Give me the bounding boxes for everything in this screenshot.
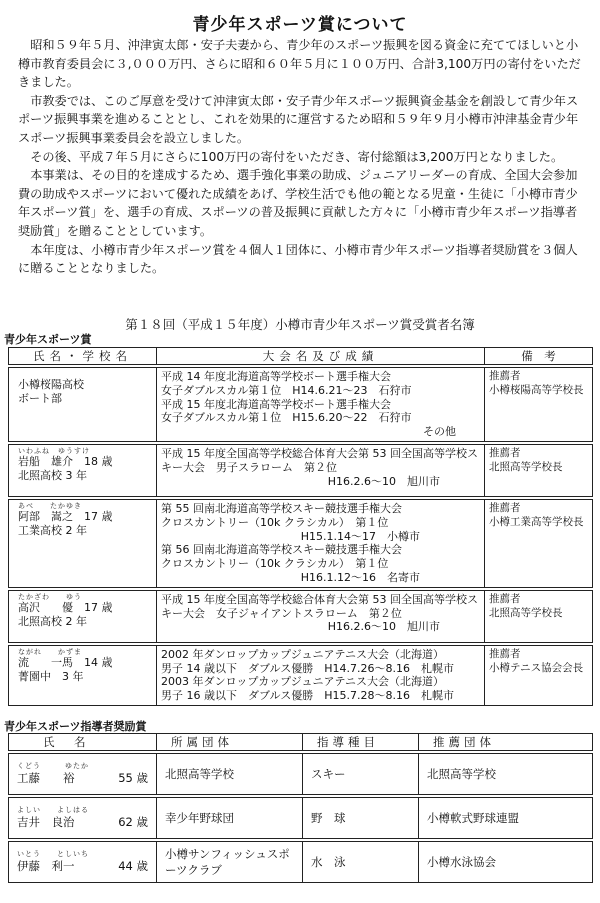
result-cell: [157, 444, 485, 496]
leader-table-header: [9, 734, 593, 751]
leader-section-label: 青少年スポーツ指導者奨励賞: [4, 720, 147, 733]
leader-name-cell: [9, 754, 157, 795]
remarks-recommender: 北照高等学校長: [489, 606, 563, 619]
header-remarks: 備 考: [485, 348, 593, 365]
name-ruby: あべ たかゆき: [18, 501, 82, 510]
result-line: 平成 15 年度北海道高等学校ボート選手権大会: [161, 397, 391, 411]
leader-discipline: スキー: [303, 754, 419, 795]
remarks-role: 推薦者: [489, 501, 521, 514]
result-line: クロスカントリー（10k クラシカル） 第１位: [161, 515, 389, 529]
result-line: H16.2.6〜10 旭川市: [327, 474, 440, 488]
result-line: H16.1.12〜16 名寄市: [300, 570, 420, 584]
name-ruby: たかざわ ゆう: [18, 592, 82, 601]
recipient-school: 北照高校 2 年: [18, 614, 87, 628]
result-cell: [157, 590, 485, 642]
leader-org: 小樽サンフィッシュスポーツクラブ: [157, 842, 303, 883]
table-row: [9, 645, 593, 705]
header-name: 氏 名: [9, 734, 157, 751]
header-name-school: 氏名・学校名: [9, 348, 157, 365]
result-line: 第 55 回南北海道高等学校スキー競技選手権大会: [161, 501, 402, 515]
recipient-name: 岩船 雄介 18 歳: [18, 454, 113, 468]
result-line: 平成 15 年度全国高等学校総合体育大会第 53 回全国高等学校スキー大会 女子ジャイアントスラローム 第２位: [161, 592, 478, 620]
recipient-school: 菁園中 3 年: [18, 669, 84, 683]
remarks-role: 推薦者: [489, 592, 521, 605]
leader-discipline: 水 泳: [303, 842, 419, 883]
result-line: H16.2.6〜10 旭川市: [327, 620, 440, 634]
recipient-cell: [9, 444, 157, 496]
award-section-label: 青少年スポーツ賞: [4, 333, 92, 346]
result-cell: [157, 499, 485, 587]
table-row: [9, 499, 593, 587]
recipient-school: 北照高校 3 年: [18, 468, 87, 482]
table-row: [9, 754, 593, 795]
recipient-name: 阿部 嵩之 17 歳: [18, 509, 113, 523]
name-ruby: くどう ゆたか: [17, 762, 89, 770]
result-line: 第 56 回南北海道高等学校スキー競技選手権大会: [161, 543, 402, 557]
result-line: 男子 14 歳以下 ダブルス優勝 H14.7.26〜8.16 札幌市: [161, 661, 454, 675]
leader-name-cell: [9, 798, 157, 839]
result-line: 2003 年ダンロップカップジュニアテニス大会（北海道）: [161, 675, 445, 689]
recipient-cell: [9, 590, 157, 642]
leader-name: 工藤 裕: [17, 771, 75, 785]
leader-table: [8, 733, 593, 883]
result-line: 女子ダブルスカル第１位 H14.6.21〜23 石狩市: [161, 383, 412, 397]
recipient-cell: [9, 368, 157, 442]
leader-name: 吉井 良治: [17, 815, 75, 829]
table-row: [9, 798, 593, 839]
award-table: [8, 347, 593, 706]
result-line: 2002 年ダンロップカップジュニアテニス大会（北海道）: [161, 647, 445, 661]
intro-paragraph: 昭和５９年５月、沖津寅太郎・安子夫妻から、青少年のスポーツ振興を図る資金に充ててほしいと小樽市教育委員会に３,０００万円、さらに昭和６０年５月に１００万円、合計3,100万円の寄付をいただきました。: [18, 38, 581, 90]
recipient-school: 工業高校 2 年: [18, 523, 87, 537]
remarks-recommender: 小樽桜陽高等学校長: [489, 383, 584, 396]
leader-age: 62 歳: [118, 815, 148, 829]
remarks-recommender: 小樽工業高等学校長: [489, 515, 584, 528]
leader-org: 幸少年野球団: [157, 798, 303, 839]
header-org: 所属団体: [157, 734, 303, 751]
name-ruby: いわふね ゆうすけ: [18, 446, 90, 455]
page-title: 青少年スポーツ賞について: [192, 15, 408, 35]
result-cell: [157, 368, 485, 442]
result-cell: [157, 645, 485, 705]
intro-paragraph: その後、平成７年５月にさらに100万円の寄付をいただき、寄付総額は3,200万円となりました。: [30, 149, 564, 164]
result-line: 男子 16 歳以下 ダブルス優勝 H15.7.28〜8.16 札幌市: [161, 689, 454, 703]
recipient-name: 高沢 優 17 歳: [18, 600, 113, 614]
remarks-cell: [485, 499, 593, 587]
table-row: [9, 444, 593, 496]
leader-discipline: 野 球: [303, 798, 419, 839]
award-table-header: [9, 348, 593, 365]
recipient-name: 流 一馬 14 歳: [18, 655, 113, 669]
name-ruby: よしい よしはる: [17, 806, 89, 814]
leader-org: 北照高等学校: [157, 754, 303, 795]
leader-recommender: 小樽水泳協会: [419, 842, 593, 883]
leader-name: 伊藤 利一: [17, 859, 75, 873]
remarks-cell: [485, 368, 593, 442]
result-line: その他: [423, 425, 456, 439]
header-result: 大会名及び成績: [157, 348, 485, 365]
intro-paragraph: 本事業は、その目的を達成するため、選手強化事業の助成、ジュニアリーダーの育成、全国大会参加費の助成やスポーツにおいて優れた成績をあげ、学校生活でも他の範となる児童・生徒に「小樽市青少年スポーツ賞」を、選手の育成、スポーツの普及振興に貢献した方々に「小樽市青少年スポーツ指導者奨励賞」を贈ることとしています。: [18, 168, 578, 238]
recipient-cell: [9, 499, 157, 587]
leader-name-cell: [9, 842, 157, 883]
result-line: 平成 14 年度北海道高等学校ボート選手権大会: [161, 370, 391, 383]
remarks-cell: [485, 444, 593, 496]
result-line: クロスカントリー（10k クラシカル） 第１位: [161, 557, 389, 571]
remarks-cell: [485, 645, 593, 705]
remarks-role: 推薦者: [489, 647, 521, 660]
table-row: [9, 368, 593, 442]
remarks-role: 推薦者: [489, 446, 521, 459]
remarks-recommender: 小樽テニス協会会長: [489, 661, 584, 674]
leader-age: 44 歳: [118, 859, 148, 873]
remarks-recommender: 北照高等学校長: [489, 460, 563, 473]
list-title: 第１８回（平成１５年度）小樽市青少年スポーツ賞受賞者名簿: [125, 317, 475, 332]
recipient-cell: [9, 645, 157, 705]
result-line: 女子ダブルスカル第１位 H15.6.20〜22 石狩市: [161, 411, 412, 425]
intro-paragraph: 市教委では、このご厚意を受けて沖津寅太郎・安子青少年スポーツ振興資金基金を創設して青少年スポーツ振興事業を進めることとし、これを効果的に運営するため昭和５９年９月小樽市沖津基金青少年スポーツ振興事業委員会を設立しました。: [18, 93, 579, 145]
name-ruby: いとう としいち: [17, 850, 89, 858]
intro-text: [18, 36, 582, 278]
leader-recommender: 小樽軟式野球連盟: [419, 798, 593, 839]
table-row: [9, 590, 593, 642]
header-recommender: 推薦団体: [419, 734, 593, 751]
remarks-role: 推薦者: [489, 370, 521, 382]
leader-age: 55 歳: [118, 771, 148, 785]
recipient-name: 小樽桜陽高校: [18, 378, 84, 391]
result-line: 平成 15 年度全国高等学校総合体育大会第 53 回全国高等学校スキー大会 男子スラローム 第２位: [161, 446, 478, 474]
header-discipline: 指導種目: [303, 734, 419, 751]
remarks-cell: [485, 590, 593, 642]
recipient-school: ボート部: [18, 391, 62, 405]
result-line: H15.1.14〜17 小樽市: [300, 529, 420, 543]
leader-recommender: 北照高等学校: [419, 754, 593, 795]
intro-paragraph: 本年度は、小樽市青少年スポーツ賞を４個人１団体に、小樽市青少年スポーツ指導者奨励賞を３個人に贈ることとなりました。: [18, 242, 578, 276]
table-row: [9, 842, 593, 883]
name-ruby: ながれ かずま: [18, 647, 82, 656]
